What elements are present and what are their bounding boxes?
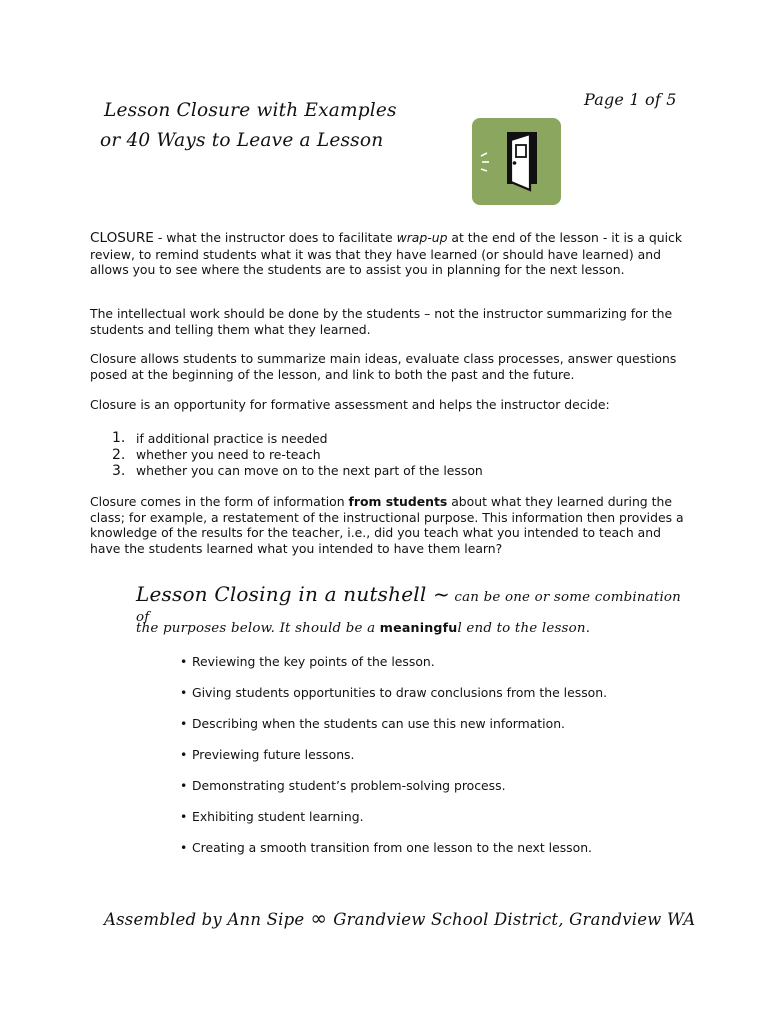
list-text: Demonstrating student’s problem-solving process.	[192, 778, 506, 793]
paragraph-intellectual-work: The intellectual work should be done by the students – not the instructor summarizing for the students and telling them what they learned.	[90, 306, 673, 337]
list-text: Exhibiting student learning.	[192, 809, 364, 824]
list-item	[112, 446, 483, 462]
list-item	[180, 809, 607, 840]
list-number: 2.	[112, 446, 126, 463]
list-text: Creating a smooth transition from one lesson to the next lesson.	[192, 840, 592, 855]
list-item	[180, 747, 607, 778]
closure-definition	[90, 230, 690, 278]
closure-emphasis: wrap-up	[396, 230, 448, 245]
title-line-2: or 40 Ways to Leave a Lesson	[100, 130, 384, 151]
nutshell-heading: Lesson Closing in a nutshell ~	[136, 582, 450, 606]
nutshell-bold: meaningfu	[379, 620, 458, 635]
list-text: whether you can move on to the next part of the lesson	[136, 463, 483, 479]
bullet-icon: •	[180, 685, 188, 700]
nutshell-subheading: can be one or some combination of	[136, 590, 682, 625]
title-line-1: Lesson Closure with Examples	[104, 100, 397, 121]
list-text: Reviewing the key points of the lesson.	[192, 654, 435, 669]
closure-text-1: - what the instructor does to facilitate	[153, 230, 397, 245]
list-text: whether you need to re-teach	[136, 447, 321, 463]
list-text: if additional practice is needed	[136, 430, 328, 446]
list-text: Describing when the students can use this new information.	[192, 716, 565, 731]
list-item	[180, 840, 607, 871]
closure-form-text-1: Closure comes in the form of information	[90, 494, 349, 509]
footer-district: Grandview School District, Grandview WA	[333, 910, 696, 929]
document-title	[100, 96, 397, 156]
bullet-icon: •	[180, 778, 188, 793]
footer-author: Assembled by Ann Sipe	[104, 910, 305, 929]
list-number: 3.	[112, 462, 126, 479]
bullet-icon: •	[180, 654, 188, 669]
decide-list	[112, 430, 483, 479]
paragraph-formative: Closure is an opportunity for formative assessment and helps the instructor decide:	[90, 397, 610, 412]
bullet-icon: •	[180, 809, 188, 824]
page-number: Page 1 of 5	[584, 90, 677, 109]
closure-term: CLOSURE	[90, 230, 154, 246]
list-item	[112, 463, 483, 479]
list-text: Previewing future lessons.	[192, 747, 355, 762]
infinity-icon: ∞	[310, 906, 328, 930]
list-item	[180, 716, 607, 747]
nutshell-section	[136, 582, 696, 636]
list-item	[180, 778, 607, 809]
closure-form-bold: from students	[348, 494, 448, 509]
list-number: 1.	[112, 430, 126, 447]
bullet-icon: •	[180, 716, 188, 731]
nutshell-line-2	[136, 620, 590, 636]
nutshell-text-1: the purposes below. It should be a	[136, 621, 380, 636]
closure-text-2: at the end of the lesson - it is a quick review, to remind students what it was that they have learned (or should have learned) and allows you to see where the students are to assist you in planning for the next lesson.	[90, 230, 683, 278]
list-item	[180, 685, 607, 716]
open-door-icon	[472, 118, 561, 205]
list-item	[112, 430, 483, 446]
paragraph-summarize: Closure allows students to summarize main ideas, evaluate class processes, answer questions posed at the beginning of the lesson, and link to both the past and the future.	[90, 351, 677, 382]
paragraph-closure-form	[90, 494, 690, 556]
nutshell-text-2: l end to the lesson.	[457, 621, 591, 636]
footer-credit	[104, 906, 695, 930]
bullet-icon: •	[180, 747, 188, 762]
list-item	[180, 654, 607, 685]
purposes-list	[180, 654, 607, 871]
bullet-icon: •	[180, 840, 188, 855]
closure-form-text-2: about what they learned during the class; for example, a restatement of the instructional purpose. This information then provides a knowledge of the results for the teacher, i.e., did you teach what you intended to teach and have the students learned what you intended to have them learn?	[90, 494, 684, 556]
list-text: Giving students opportunities to draw conclusions from the lesson.	[192, 685, 608, 700]
